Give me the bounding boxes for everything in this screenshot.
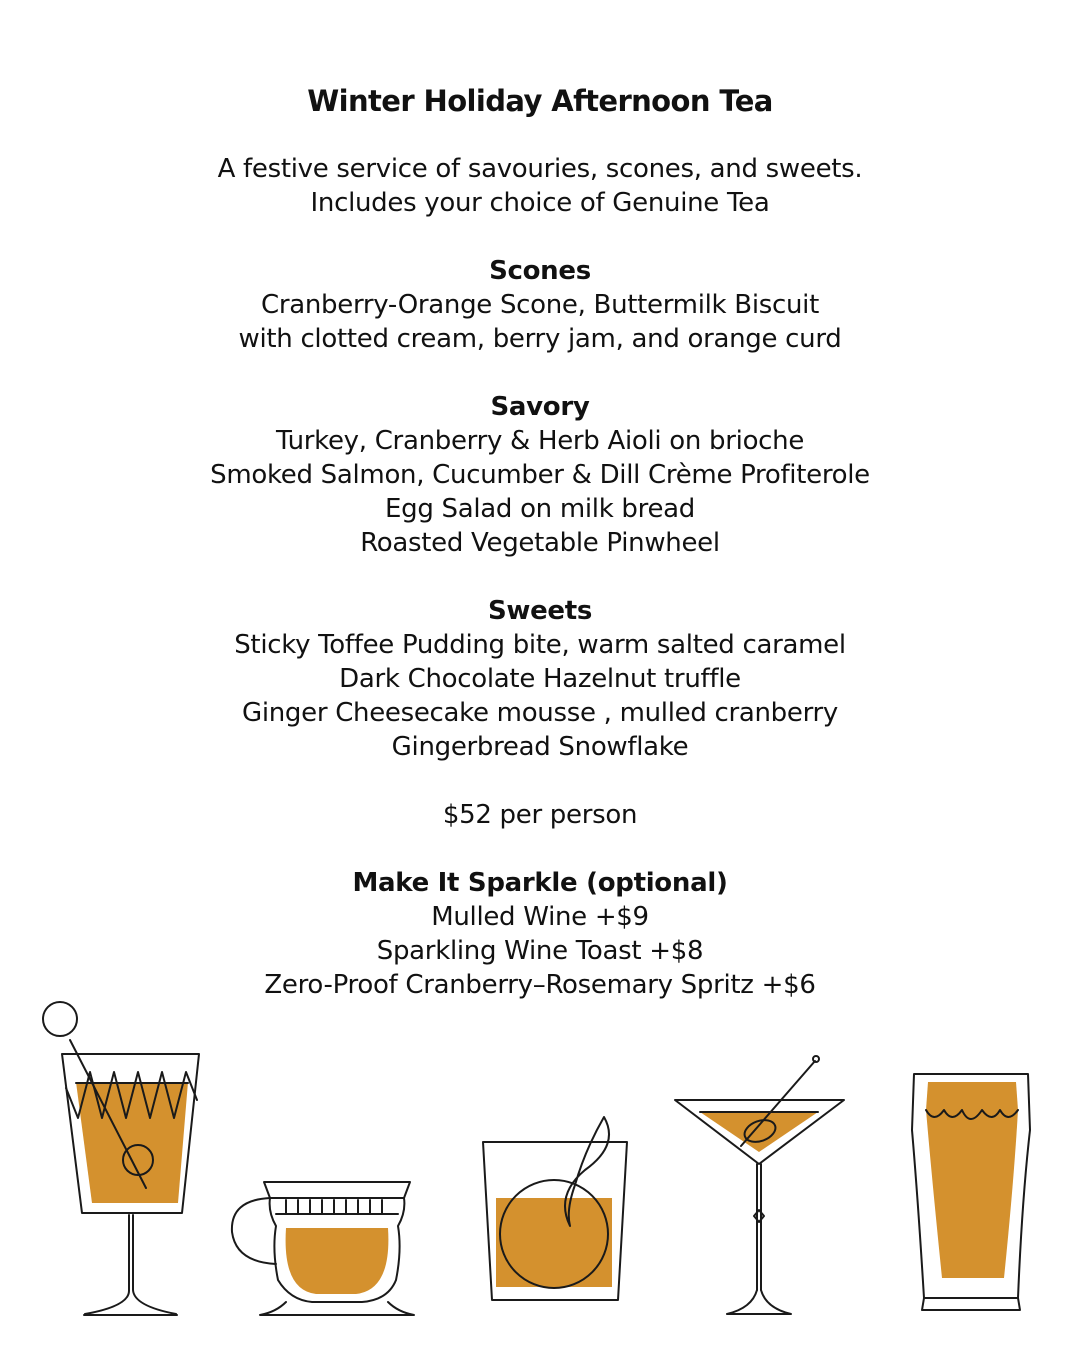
drinks-illustration: [0, 990, 1080, 1350]
scones-heading: Scones: [489, 256, 591, 286]
sweets-heading: Sweets: [487, 596, 593, 626]
menu-item: Egg Salad on milk bread: [385, 494, 695, 524]
cocktail-glass-icon: [43, 1002, 199, 1315]
tea-cup-icon: [232, 1182, 414, 1315]
menu-item: Roasted Vegetable Pinwheel: [360, 528, 720, 558]
menu-title: Winter Holiday Afternoon Tea: [307, 84, 773, 118]
menu-item: Gingerbread Snowflake: [391, 732, 689, 762]
rocks-glass-icon: [483, 1117, 627, 1300]
menu-item: Smoked Salmon, Cucumber & Dill Crème Profiterole: [210, 460, 870, 490]
menu-item: with clotted cream, berry jam, and orange curd: [238, 324, 842, 354]
menu-item: Sticky Toffee Pudding bite, warm salted caramel: [234, 630, 846, 660]
intro-line: A festive service of savouries, scones, and sweets.: [217, 154, 863, 184]
menu-item: Ginger Cheesecake mousse , mulled cranberry: [241, 698, 838, 728]
menu-item: Sparkling Wine Toast +$8: [376, 936, 704, 966]
beer-glass-icon: [912, 1074, 1030, 1310]
menu-item: Turkey, Cranberry & Herb Aioli on brioche: [275, 426, 805, 456]
menu-item: Zero-Proof Cranberry–Rosemary Spritz +$6: [264, 970, 816, 1000]
sparkle-heading: Make It Sparkle (optional): [352, 868, 728, 898]
price: $52 per person: [442, 800, 638, 830]
menu-item: Cranberry-Orange Scone, Buttermilk Biscuit: [261, 290, 819, 320]
menu: [0, 84, 1080, 1002]
menu-item: Dark Chocolate Hazelnut truffle: [339, 664, 741, 694]
menu-item: Mulled Wine +$9: [431, 902, 649, 932]
savory-heading: Savory: [490, 392, 590, 422]
intro-line: Includes your choice of Genuine Tea: [310, 188, 770, 218]
martini-glass-icon: [675, 1056, 844, 1314]
